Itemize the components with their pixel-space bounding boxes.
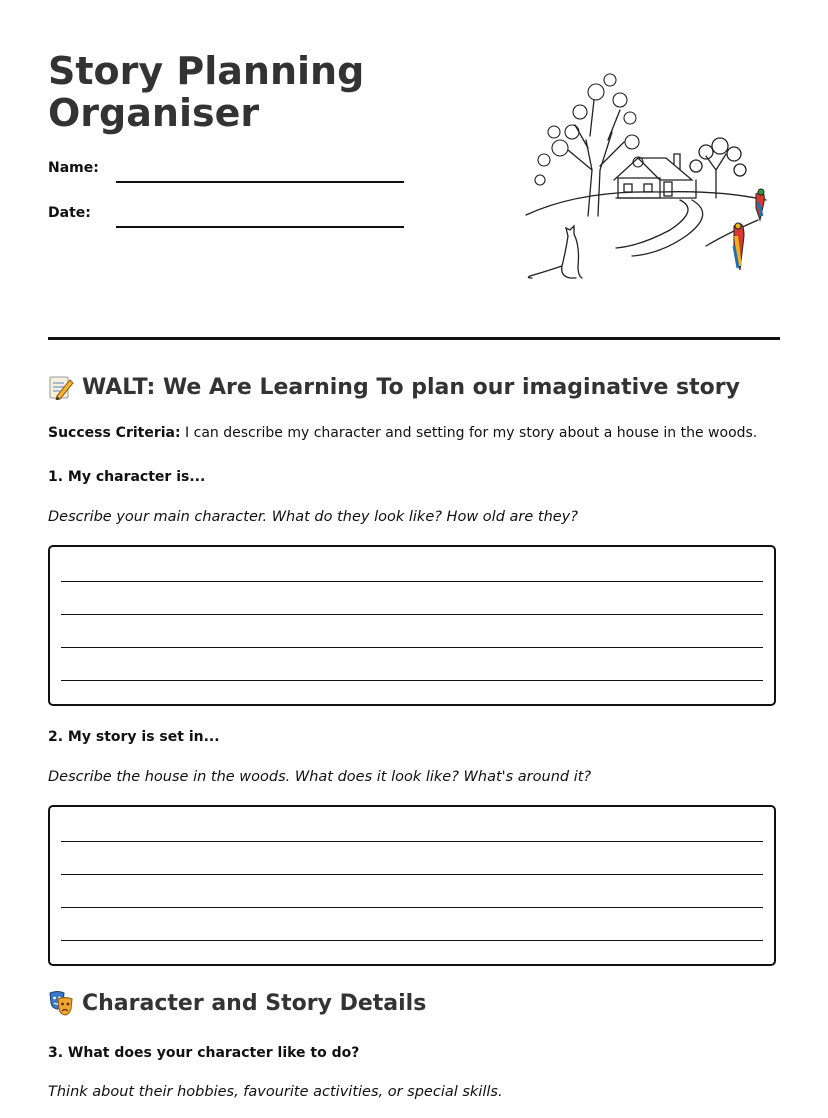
name-line[interactable] xyxy=(116,181,404,183)
theatre-masks-icon xyxy=(48,990,74,1016)
criteria-text: I can describe my character and setting for my story about a house in the woods. xyxy=(180,425,758,441)
title-line-2: Organiser xyxy=(48,91,260,135)
name-field[interactable] xyxy=(48,160,408,182)
date-label: Date: xyxy=(48,205,91,221)
date-line[interactable] xyxy=(116,226,404,228)
success-criteria xyxy=(48,425,757,441)
house-in-woods-illustration xyxy=(520,70,772,286)
question-2-prompt: Describe the house in the woods. What does it look like? What's around it? xyxy=(48,769,592,785)
date-field[interactable] xyxy=(48,205,408,227)
question-3-prompt: Think about their hobbies, favourite activities, or special skills. xyxy=(48,1084,503,1100)
writing-line xyxy=(61,907,763,908)
question-2-label: 2. My story is set in... xyxy=(48,729,220,745)
question-3-label: 3. What does your character like to do? xyxy=(48,1045,360,1061)
walt-heading-text: WALT: We Are Learning To plan our imaginative story xyxy=(82,374,740,400)
section-divider xyxy=(48,337,780,340)
walt-heading xyxy=(48,374,740,400)
question-1-prompt: Describe your main character. What do they look like? How old are they? xyxy=(48,509,578,525)
question-1-label: 1. My character is... xyxy=(48,469,206,485)
writing-line xyxy=(61,614,763,615)
character-details-heading xyxy=(48,990,426,1016)
writing-line xyxy=(61,940,763,941)
memo-pencil-icon xyxy=(48,374,74,400)
name-label: Name: xyxy=(48,160,99,176)
character-details-heading-text: Character and Story Details xyxy=(82,990,427,1016)
question-1-answer-box[interactable] xyxy=(48,545,776,706)
writing-line xyxy=(61,581,763,582)
page-title xyxy=(48,50,364,134)
question-2-answer-box[interactable] xyxy=(48,805,776,966)
writing-line xyxy=(61,647,763,648)
writing-line xyxy=(61,680,763,681)
title-line-1: Story Planning xyxy=(48,49,365,93)
criteria-label: Success Criteria: xyxy=(48,425,181,441)
writing-line xyxy=(61,841,763,842)
writing-line xyxy=(61,874,763,875)
